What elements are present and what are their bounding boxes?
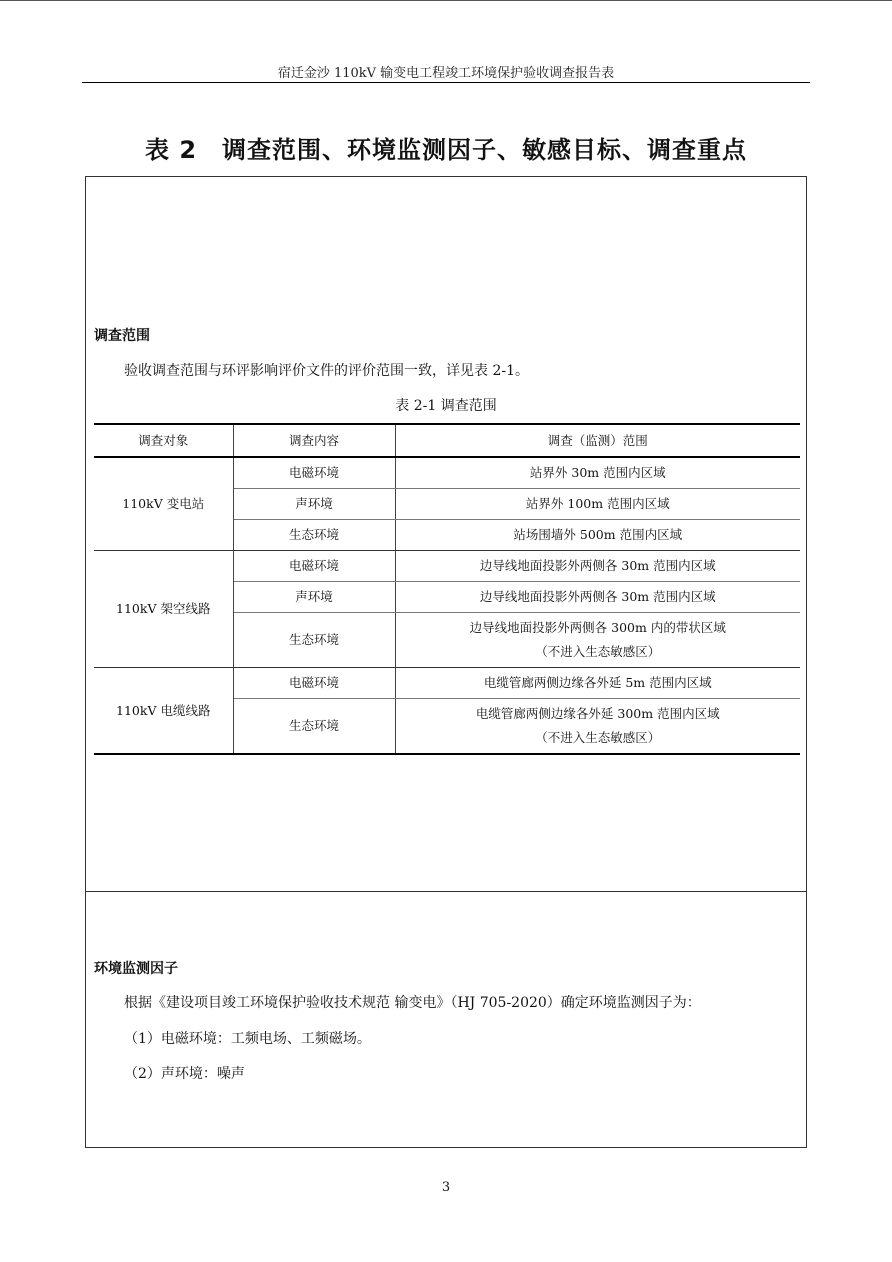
object-cell: 110kV 电缆线路 (94, 668, 233, 755)
scope-intro: 验收调查范围与环评影响评价文件的评价范围一致，详见表 2-1。 (124, 363, 529, 379)
page-number: 3 (441, 1180, 451, 1195)
content-cell: 生态环境 (233, 520, 395, 551)
column-header: 调查对象 (94, 424, 233, 457)
monitoring-item: （2）声环境：噪声 (124, 1066, 245, 1082)
monitoring-heading: 环境监测因子 (94, 961, 178, 977)
range-cell: 边导线地面投影外两侧各 30m 范围内区域 (395, 582, 800, 613)
object-cell: 110kV 变电站 (94, 457, 233, 551)
content-cell: 电磁环境 (233, 668, 395, 699)
range-cell: 站界外 100m 范围内区域 (395, 489, 800, 520)
content-cell: 电磁环境 (233, 457, 395, 489)
header-rule (82, 82, 810, 83)
column-header: 调查内容 (233, 424, 395, 457)
scope-section (85, 176, 807, 892)
range-cell (395, 699, 800, 755)
monitoring-item: （1）电磁环境：工频电场、工频磁场。 (124, 1031, 371, 1047)
range-note: （不进入生态敏感区） (535, 644, 661, 659)
range-cell (395, 613, 800, 668)
table-row (94, 551, 800, 582)
range-cell: 边导线地面投影外两侧各 30m 范围内区域 (395, 551, 800, 582)
scope-heading: 调查范围 (94, 328, 150, 344)
page-top-border (0, 0, 892, 1)
range-cell: 电缆管廊两侧边缘各外延 5m 范围内区域 (395, 668, 800, 699)
content-cell: 生态环境 (233, 699, 395, 755)
content-cell: 电磁环境 (233, 551, 395, 582)
monitoring-intro: 根据《建设项目竣工环境保护验收技术规范 输变电》（HJ 705-2020）确定环境监测因子为： (124, 995, 701, 1011)
content-cell: 声环境 (233, 582, 395, 613)
monitoring-section (85, 891, 807, 1148)
column-header: 调查（监测）范围 (395, 424, 800, 457)
table-row (94, 668, 800, 699)
table-row (94, 457, 800, 489)
object-cell: 110kV 架空线路 (94, 551, 233, 668)
range-cell: 站界外 30m 范围内区域 (395, 457, 800, 489)
range-note: （不进入生态敏感区） (535, 730, 661, 745)
content-cell: 声环境 (233, 489, 395, 520)
range-text: 电缆管廊两侧边缘各外延 300m 范围内区域 (475, 706, 720, 721)
content-cell: 生态环境 (233, 613, 395, 668)
range-text: 边导线地面投影外两侧各 300m 内的带状区域 (469, 620, 726, 635)
running-header: 宿迁金沙 110kV 输变电工程竣工环境保护验收调查报告表 (277, 66, 615, 81)
page-title: 表 2 调查范围、环境监测因子、敏感目标、调查重点 (144, 136, 748, 164)
table-header-row (94, 424, 800, 457)
table-caption: 表 2-1 调查范围 (395, 398, 497, 414)
scope-table (94, 423, 800, 755)
range-cell: 站场围墙外 500m 范围内区域 (395, 520, 800, 551)
